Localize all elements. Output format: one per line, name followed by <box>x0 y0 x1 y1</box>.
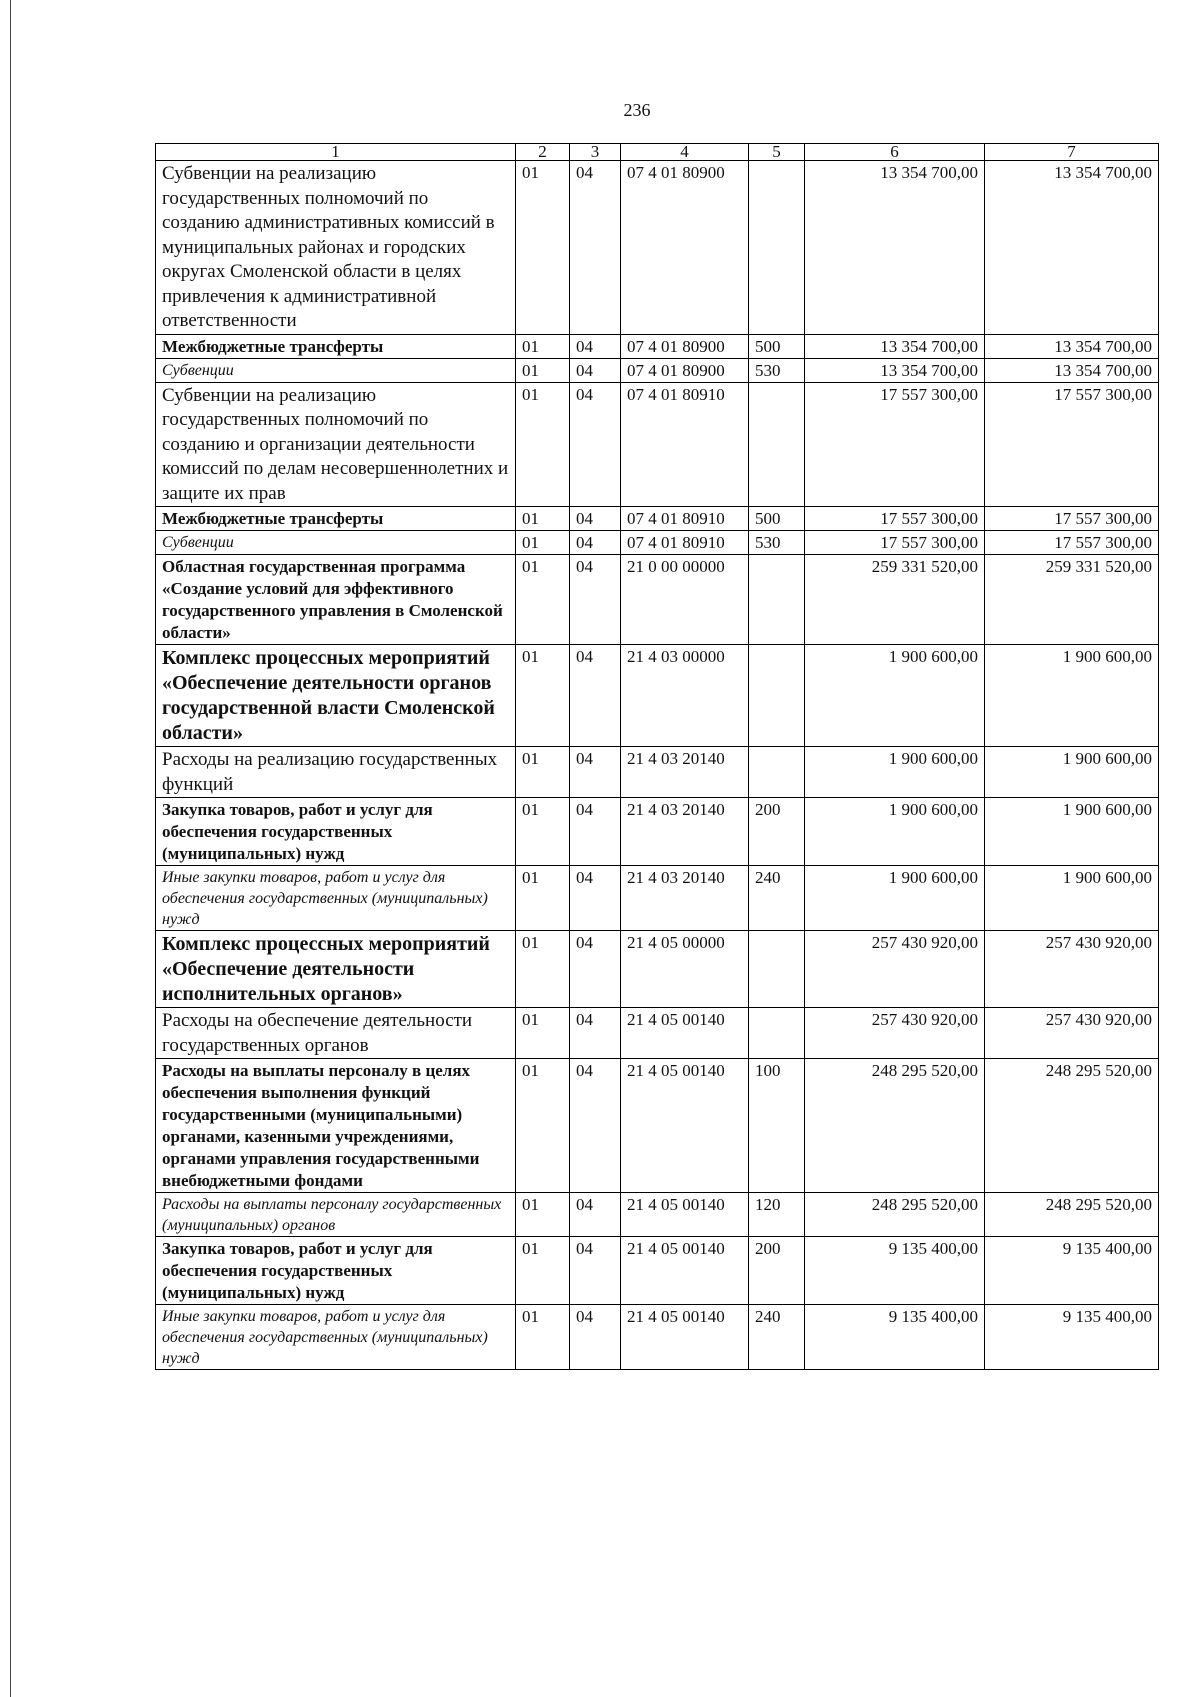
column-header-5: 5 <box>749 144 805 161</box>
row-section-cell: 01 <box>516 507 570 531</box>
row-expense-type-cell <box>749 161 805 335</box>
row-amount-1-cell: 17 557 300,00 <box>805 531 985 555</box>
row-subsection-cell: 04 <box>570 161 621 335</box>
row-expense-type-cell: 100 <box>749 1059 805 1193</box>
table-row <box>156 798 1159 866</box>
row-section-cell: 01 <box>516 358 570 382</box>
row-amount-1-cell: 257 430 920,00 <box>805 1008 985 1059</box>
row-amount-2-cell: 1 900 600,00 <box>985 866 1159 931</box>
row-subsection-cell: 04 <box>570 1193 621 1237</box>
table-row <box>156 334 1159 358</box>
row-section-cell: 01 <box>516 1193 570 1237</box>
row-amount-2-cell: 13 354 700,00 <box>985 334 1159 358</box>
row-amount-2-cell: 1 900 600,00 <box>985 798 1159 866</box>
page-edge-line <box>10 0 11 1697</box>
row-amount-2-cell: 17 557 300,00 <box>985 507 1159 531</box>
column-header-3: 3 <box>570 144 621 161</box>
row-name-cell: Субвенции <box>156 531 516 555</box>
row-name-cell: Расходы на реализацию государственных функций <box>156 747 516 798</box>
row-amount-1-cell: 257 430 920,00 <box>805 931 985 1008</box>
row-amount-2-cell: 9 135 400,00 <box>985 1305 1159 1370</box>
row-amount-1-cell: 248 295 520,00 <box>805 1059 985 1193</box>
row-amount-1-cell: 9 135 400,00 <box>805 1305 985 1370</box>
row-subsection-cell: 04 <box>570 555 621 645</box>
budget-table <box>155 143 1159 1370</box>
row-name-cell: Расходы на выплаты персоналу в целях обеспечения выполнения функций государственными (муниципальными) органами, казенными учреждениями, органами управления государственными внебюджетными фондами <box>156 1059 516 1193</box>
row-section-cell: 01 <box>516 1059 570 1193</box>
row-amount-1-cell: 1 900 600,00 <box>805 747 985 798</box>
table-row <box>156 1059 1159 1193</box>
row-amount-2-cell: 13 354 700,00 <box>985 161 1159 335</box>
row-target-article-cell: 07 4 01 80910 <box>621 507 749 531</box>
row-expense-type-cell: 500 <box>749 334 805 358</box>
row-subsection-cell: 04 <box>570 531 621 555</box>
table-row <box>156 1193 1159 1237</box>
row-name-cell: Комплекс процессных мероприятий «Обеспечение деятельности исполнительных органов» <box>156 931 516 1008</box>
row-expense-type-cell <box>749 1008 805 1059</box>
row-target-article-cell: 07 4 01 80900 <box>621 334 749 358</box>
row-target-article-cell: 21 4 05 00140 <box>621 1237 749 1305</box>
row-amount-2-cell: 257 430 920,00 <box>985 931 1159 1008</box>
table-row <box>156 358 1159 382</box>
row-target-article-cell: 21 0 00 00000 <box>621 555 749 645</box>
row-amount-1-cell: 13 354 700,00 <box>805 161 985 335</box>
row-expense-type-cell <box>749 555 805 645</box>
row-subsection-cell: 04 <box>570 507 621 531</box>
column-header-7: 7 <box>985 144 1159 161</box>
row-amount-1-cell: 13 354 700,00 <box>805 358 985 382</box>
row-expense-type-cell <box>749 931 805 1008</box>
row-amount-1-cell: 9 135 400,00 <box>805 1237 985 1305</box>
row-target-article-cell: 21 4 05 00000 <box>621 931 749 1008</box>
row-expense-type-cell: 500 <box>749 507 805 531</box>
table-row <box>156 1305 1159 1370</box>
table-row <box>156 382 1159 507</box>
row-amount-2-cell: 17 557 300,00 <box>985 531 1159 555</box>
row-subsection-cell: 04 <box>570 645 621 747</box>
row-amount-1-cell: 17 557 300,00 <box>805 382 985 507</box>
row-amount-1-cell: 259 331 520,00 <box>805 555 985 645</box>
row-target-article-cell: 21 4 03 00000 <box>621 645 749 747</box>
row-expense-type-cell: 240 <box>749 1305 805 1370</box>
row-name-cell: Областная государственная программа «Создание условий для эффективного государственного управления в Смоленской области» <box>156 555 516 645</box>
row-section-cell: 01 <box>516 382 570 507</box>
table-row <box>156 555 1159 645</box>
row-subsection-cell: 04 <box>570 358 621 382</box>
column-header-4: 4 <box>621 144 749 161</box>
row-amount-1-cell: 17 557 300,00 <box>805 507 985 531</box>
row-section-cell: 01 <box>516 555 570 645</box>
row-target-article-cell: 21 4 05 00140 <box>621 1008 749 1059</box>
table-row <box>156 645 1159 747</box>
table-row <box>156 161 1159 335</box>
row-amount-2-cell: 248 295 520,00 <box>985 1059 1159 1193</box>
row-section-cell: 01 <box>516 931 570 1008</box>
table-row <box>156 531 1159 555</box>
row-subsection-cell: 04 <box>570 382 621 507</box>
row-target-article-cell: 21 4 05 00140 <box>621 1059 749 1193</box>
row-target-article-cell: 21 4 03 20140 <box>621 747 749 798</box>
row-target-article-cell: 21 4 03 20140 <box>621 866 749 931</box>
row-target-article-cell: 07 4 01 80910 <box>621 382 749 507</box>
row-name-cell: Комплекс процессных мероприятий «Обеспечение деятельности органов государственной власти Смоленской области» <box>156 645 516 747</box>
row-target-article-cell: 21 4 05 00140 <box>621 1193 749 1237</box>
row-name-cell: Субвенции <box>156 358 516 382</box>
row-name-cell: Расходы на выплаты персоналу государственных (муниципальных) органов <box>156 1193 516 1237</box>
row-name-cell: Межбюджетные трансферты <box>156 507 516 531</box>
row-section-cell: 01 <box>516 1305 570 1370</box>
row-subsection-cell: 04 <box>570 931 621 1008</box>
table-row <box>156 931 1159 1008</box>
row-target-article-cell: 21 4 03 20140 <box>621 798 749 866</box>
row-amount-2-cell: 259 331 520,00 <box>985 555 1159 645</box>
row-amount-1-cell: 1 900 600,00 <box>805 798 985 866</box>
row-name-cell: Закупка товаров, работ и услуг для обеспечения государственных (муниципальных) нужд <box>156 798 516 866</box>
row-amount-2-cell: 13 354 700,00 <box>985 358 1159 382</box>
row-section-cell: 01 <box>516 334 570 358</box>
row-section-cell: 01 <box>516 161 570 335</box>
row-expense-type-cell <box>749 645 805 747</box>
row-name-cell: Иные закупки товаров, работ и услуг для обеспечения государственных (муниципальных) нужд <box>156 866 516 931</box>
row-target-article-cell: 07 4 01 80910 <box>621 531 749 555</box>
row-expense-type-cell: 200 <box>749 1237 805 1305</box>
row-section-cell: 01 <box>516 645 570 747</box>
row-subsection-cell: 04 <box>570 747 621 798</box>
row-subsection-cell: 04 <box>570 1237 621 1305</box>
column-header-1: 1 <box>156 144 516 161</box>
row-name-cell: Межбюджетные трансферты <box>156 334 516 358</box>
row-amount-2-cell: 1 900 600,00 <box>985 747 1159 798</box>
row-subsection-cell: 04 <box>570 1008 621 1059</box>
row-amount-2-cell: 248 295 520,00 <box>985 1193 1159 1237</box>
row-amount-1-cell: 1 900 600,00 <box>805 866 985 931</box>
table-header-row <box>156 144 1159 161</box>
row-name-cell: Иные закупки товаров, работ и услуг для обеспечения государственных (муниципальных) нужд <box>156 1305 516 1370</box>
row-target-article-cell: 07 4 01 80900 <box>621 161 749 335</box>
row-expense-type-cell: 240 <box>749 866 805 931</box>
row-expense-type-cell <box>749 382 805 507</box>
row-name-cell: Субвенции на реализацию государственных полномочий по созданию административных комиссий в муниципальных районах и городских округах Смоленской области в целях привлечения к административной ответственности <box>156 161 516 335</box>
table-row <box>156 1008 1159 1059</box>
row-subsection-cell: 04 <box>570 1305 621 1370</box>
row-section-cell: 01 <box>516 531 570 555</box>
row-amount-1-cell: 13 354 700,00 <box>805 334 985 358</box>
row-amount-2-cell: 17 557 300,00 <box>985 382 1159 507</box>
table-row <box>156 866 1159 931</box>
row-subsection-cell: 04 <box>570 798 621 866</box>
row-subsection-cell: 04 <box>570 334 621 358</box>
table-row <box>156 747 1159 798</box>
row-expense-type-cell: 120 <box>749 1193 805 1237</box>
row-name-cell: Субвенции на реализацию государственных полномочий по созданию и организации деятельности комиссий по делам несовершеннолетних и защите их прав <box>156 382 516 507</box>
row-amount-1-cell: 248 295 520,00 <box>805 1193 985 1237</box>
row-name-cell: Закупка товаров, работ и услуг для обеспечения государственных (муниципальных) нужд <box>156 1237 516 1305</box>
row-amount-1-cell: 1 900 600,00 <box>805 645 985 747</box>
row-subsection-cell: 04 <box>570 866 621 931</box>
table-row <box>156 507 1159 531</box>
row-section-cell: 01 <box>516 866 570 931</box>
row-amount-2-cell: 9 135 400,00 <box>985 1237 1159 1305</box>
page-number: 236 <box>623 100 651 120</box>
row-name-cell: Расходы на обеспечение деятельности государственных органов <box>156 1008 516 1059</box>
table-row <box>156 1237 1159 1305</box>
row-target-article-cell: 21 4 05 00140 <box>621 1305 749 1370</box>
column-header-2: 2 <box>516 144 570 161</box>
row-amount-2-cell: 257 430 920,00 <box>985 1008 1159 1059</box>
row-section-cell: 01 <box>516 798 570 866</box>
row-expense-type-cell: 530 <box>749 358 805 382</box>
row-section-cell: 01 <box>516 747 570 798</box>
row-target-article-cell: 07 4 01 80900 <box>621 358 749 382</box>
column-header-6: 6 <box>805 144 985 161</box>
row-expense-type-cell: 200 <box>749 798 805 866</box>
row-section-cell: 01 <box>516 1008 570 1059</box>
row-section-cell: 01 <box>516 1237 570 1305</box>
row-expense-type-cell: 530 <box>749 531 805 555</box>
row-expense-type-cell <box>749 747 805 798</box>
row-subsection-cell: 04 <box>570 1059 621 1193</box>
row-amount-2-cell: 1 900 600,00 <box>985 645 1159 747</box>
